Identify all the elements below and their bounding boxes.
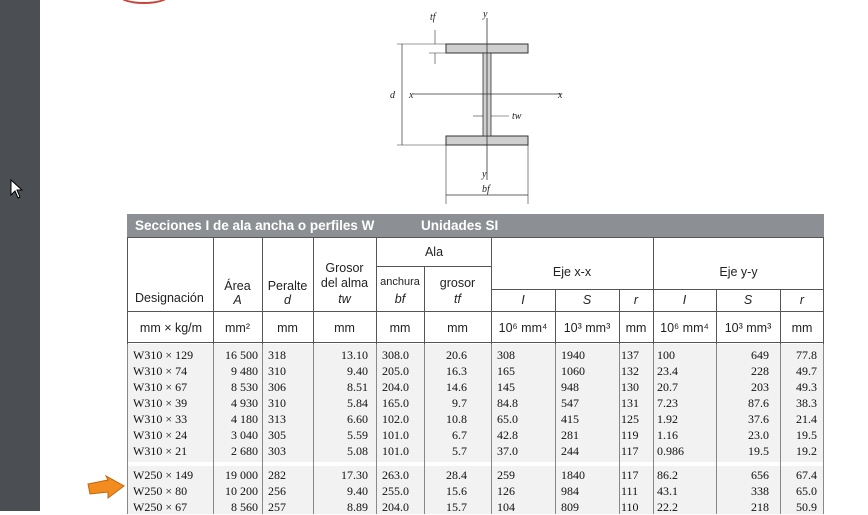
header-y-S: S	[743, 293, 753, 307]
group-separator	[127, 462, 824, 466]
table-cell: 305	[268, 428, 286, 442]
table-cell: 28.4	[446, 468, 467, 482]
table-cell: 9 480	[231, 364, 258, 378]
table-cell: 2 680	[231, 444, 258, 458]
table-row	[127, 411, 824, 427]
mouse-cursor-icon	[10, 179, 24, 199]
table-cell: 6.7	[452, 428, 467, 442]
table-cell: 1060	[561, 364, 585, 378]
column-divider	[424, 344, 425, 514]
table-cell: W310 × 74	[133, 364, 188, 378]
table-row	[127, 443, 824, 459]
table-cell: 282	[268, 468, 286, 482]
header-grosor-alma-sym: tw	[338, 292, 351, 306]
column-divider	[823, 344, 824, 514]
header-grosor-alma: Grosor	[325, 261, 364, 275]
table-cell: 306	[268, 380, 286, 394]
table-row	[127, 363, 824, 379]
table-cell: 102.0	[382, 412, 409, 426]
header-peralte: Peralte	[267, 279, 308, 293]
table-cell: 310	[268, 396, 286, 410]
unit-x-I: 10⁶ mm⁴	[498, 321, 548, 335]
table-cell: 1840	[561, 468, 585, 482]
unit-y-S: 10³ mm³	[724, 321, 772, 335]
table-cell: 49.7	[796, 364, 817, 378]
left-sidebar	[0, 0, 40, 511]
label-tf: tf	[430, 12, 436, 23]
table-cell: 86.2	[657, 468, 678, 482]
table-cell: 165.0	[382, 396, 409, 410]
table-cell: W310 × 21	[133, 444, 188, 458]
table-cell: 23.4	[657, 364, 678, 378]
header-grosor: grosor	[439, 276, 476, 290]
table-cell: 87.6	[748, 396, 769, 410]
table-cell: 1940	[561, 348, 585, 362]
column-divider	[619, 344, 620, 514]
table-cell: 67.4	[796, 468, 817, 482]
table-cell: 5.84	[347, 396, 368, 410]
label-bf: bf	[482, 184, 490, 195]
table-cell: 126	[497, 484, 515, 498]
unit-anchura: mm	[389, 321, 411, 335]
table-cell: 15.6	[446, 484, 467, 498]
header-grosor-alma-2: del alma	[320, 276, 369, 290]
header-ala: Ala	[424, 245, 444, 259]
table-header	[127, 237, 824, 344]
unit-grosor: mm	[447, 321, 468, 335]
table-cell: 338	[751, 484, 769, 498]
table-cell: 1.16	[657, 428, 678, 442]
table-cell: 205.0	[382, 364, 409, 378]
header-x-S: S	[582, 293, 592, 307]
table-cell: 21.4	[796, 412, 817, 426]
label-tw: tw	[512, 111, 522, 122]
table-cell: W310 × 67	[133, 380, 188, 394]
header-area: Área	[224, 279, 251, 293]
table-cell: 5.08	[347, 444, 368, 458]
table-cell: 137	[621, 348, 639, 362]
table-cell: W310 × 33	[133, 412, 188, 426]
table-cell: 10.8	[446, 412, 467, 426]
table-title: Secciones I de ala ancha o perfiles W	[135, 218, 375, 233]
table-cell: 145	[497, 380, 515, 394]
table-cell: 117	[621, 444, 639, 458]
header-x-I: I	[521, 293, 525, 307]
label-x-left: x	[409, 90, 414, 101]
table-row	[127, 467, 824, 483]
table-cell: 310	[268, 364, 286, 378]
table-cell: 22.2	[657, 500, 678, 514]
table-cell: 313	[268, 412, 286, 426]
table-cell: 14.6	[446, 380, 467, 394]
table-cell: 318	[268, 348, 286, 362]
column-divider	[780, 344, 781, 514]
unit-x-S: 10³ mm³	[563, 321, 611, 335]
table-cell: 130	[621, 380, 639, 394]
table-row	[127, 499, 824, 515]
table-cell: 649	[751, 348, 769, 362]
table-body	[127, 344, 824, 514]
table-cell: 8 530	[231, 380, 258, 394]
table-cell: 281	[561, 428, 579, 442]
table-cell: 43.1	[657, 484, 678, 498]
table-cell: 101.0	[382, 444, 409, 458]
table-cell: 50.9	[796, 500, 817, 514]
table-cell: 948	[561, 380, 579, 394]
header-peralte-sym: d	[284, 293, 291, 307]
table-cell: 1.92	[657, 412, 678, 426]
table-cell: 16.3	[446, 364, 467, 378]
table-cell: 20.6	[446, 348, 467, 362]
header-eje-y: Eje y-y	[719, 265, 758, 279]
table-cell: 244	[561, 444, 579, 458]
header-anchura: anchura	[380, 276, 420, 288]
column-divider	[491, 344, 492, 514]
table-cell: 204.0	[382, 380, 409, 394]
table-cell: 104	[497, 500, 515, 514]
table-row	[127, 379, 824, 395]
column-divider	[376, 344, 377, 514]
label-x-right: x	[558, 90, 563, 101]
table-cell: 77.8	[796, 348, 817, 362]
table-cell: W250 × 67	[133, 500, 188, 514]
header-grosor-sym: tf	[454, 292, 461, 306]
table-cell: 656	[751, 468, 769, 482]
unit-area: mm²	[225, 321, 250, 335]
table-cell: W250 × 80	[133, 484, 188, 498]
table-cell: 38.3	[796, 396, 817, 410]
column-divider	[262, 344, 263, 514]
table-cell: 6.60	[347, 412, 368, 426]
table-cell: 37.0	[497, 444, 518, 458]
table-cell: 19.5	[748, 444, 769, 458]
label-y-top: y	[483, 9, 488, 20]
table-cell: 125	[621, 412, 639, 426]
table-row	[127, 347, 824, 363]
table-cell: 23.0	[748, 428, 769, 442]
table-cell: 65.0	[796, 484, 817, 498]
table-cell: 42.8	[497, 428, 518, 442]
highlight-arrow-icon	[86, 474, 126, 500]
table-cell: 218	[751, 500, 769, 514]
table-cell: 0.986	[657, 444, 684, 458]
table-cell: 228	[751, 364, 769, 378]
unit-y-I: 10⁶ mm⁴	[660, 321, 709, 335]
table-cell: 19.5	[796, 428, 817, 442]
table-cell: 259	[497, 468, 515, 482]
table-title-bar	[127, 214, 824, 237]
column-divider	[555, 344, 556, 514]
table-cell: W310 × 24	[133, 428, 188, 442]
table-cell: 111	[621, 484, 639, 498]
table-cell: 4 930	[231, 396, 258, 410]
w-sections-table	[127, 214, 824, 514]
table-cell: 809	[561, 500, 579, 514]
table-cell: 4 180	[231, 412, 258, 426]
column-divider	[127, 344, 128, 514]
logo-fragment	[118, 0, 170, 4]
table-cell: 15.7	[446, 500, 467, 514]
header-y-I: I	[682, 293, 687, 307]
table-cell: 37.6	[748, 412, 769, 426]
table-cell: 8.51	[347, 380, 368, 394]
table-cell: W250 × 149	[133, 468, 194, 482]
table-cell: 49.3	[796, 380, 817, 394]
table-cell: 256	[268, 484, 286, 498]
header-area-sym: A	[233, 293, 242, 307]
column-divider	[716, 344, 717, 514]
header-y-r: r	[799, 293, 805, 307]
table-cell: 9.7	[452, 396, 467, 410]
table-cell: 3 040	[231, 428, 258, 442]
header-anchura-sym: bf	[394, 292, 406, 306]
unit-grosor-alma: mm	[334, 321, 355, 335]
table-cell: 19 000	[225, 468, 258, 482]
table-cell: 165	[497, 364, 515, 378]
table-cell: 117	[621, 468, 639, 482]
table-cell: 5.59	[347, 428, 368, 442]
table-cell: W310 × 129	[133, 348, 194, 362]
table-cell: 8.89	[347, 500, 368, 514]
table-cell: 101.0	[382, 428, 409, 442]
table-cell: 303	[268, 444, 286, 458]
table-cell: 84.8	[497, 396, 518, 410]
table-row	[127, 483, 824, 499]
table-cell: 19.2	[796, 444, 817, 458]
table-cell: 100	[657, 348, 675, 362]
unit-x-r: mm	[625, 321, 647, 335]
table-cell: 110	[621, 500, 639, 514]
header-designacion: Designación	[135, 291, 204, 305]
table-cell: 65.0	[497, 412, 518, 426]
table-cell: 308	[497, 348, 515, 362]
table-cell: 10 200	[225, 484, 258, 498]
table-cell: 547	[561, 396, 579, 410]
table-units: Unidades SI	[421, 218, 499, 233]
table-cell: 131	[621, 396, 639, 410]
label-d: d	[390, 90, 395, 101]
table-cell: 5.7	[452, 444, 467, 458]
i-beam-diagram	[375, 4, 575, 210]
table-row	[127, 427, 824, 443]
table-cell: 16 500	[225, 348, 258, 362]
table-cell: 132	[621, 364, 639, 378]
table-cell: 415	[561, 412, 579, 426]
unit-designacion: mm × kg/m	[139, 321, 203, 335]
table-cell: 20.7	[657, 380, 678, 394]
label-y-bottom: y	[482, 169, 487, 180]
column-divider	[213, 344, 214, 514]
table-cell: 204.0	[382, 500, 409, 514]
table-cell: 984	[561, 484, 579, 498]
table-cell: 257	[268, 500, 286, 514]
column-divider	[653, 344, 654, 514]
table-cell: 308.0	[382, 348, 409, 362]
table-cell: 263.0	[382, 468, 409, 482]
unit-peralte: mm	[277, 321, 298, 335]
header-x-r: r	[633, 293, 639, 307]
table-row	[127, 395, 824, 411]
table-cell: 8 560	[231, 500, 258, 514]
table-cell: 17.30	[341, 468, 368, 482]
table-cell: 119	[621, 428, 639, 442]
unit-y-r: mm	[791, 321, 813, 335]
table-cell: 9.40	[347, 484, 368, 498]
table-cell: 7.23	[657, 396, 678, 410]
table-cell: 13.10	[341, 348, 368, 362]
table-cell: 9.40	[347, 364, 368, 378]
column-divider	[313, 344, 314, 514]
table-cell: W310 × 39	[133, 396, 188, 410]
header-eje-x: Eje x-x	[552, 265, 592, 279]
table-cell: 255.0	[382, 484, 409, 498]
table-cell: 203	[751, 380, 769, 394]
